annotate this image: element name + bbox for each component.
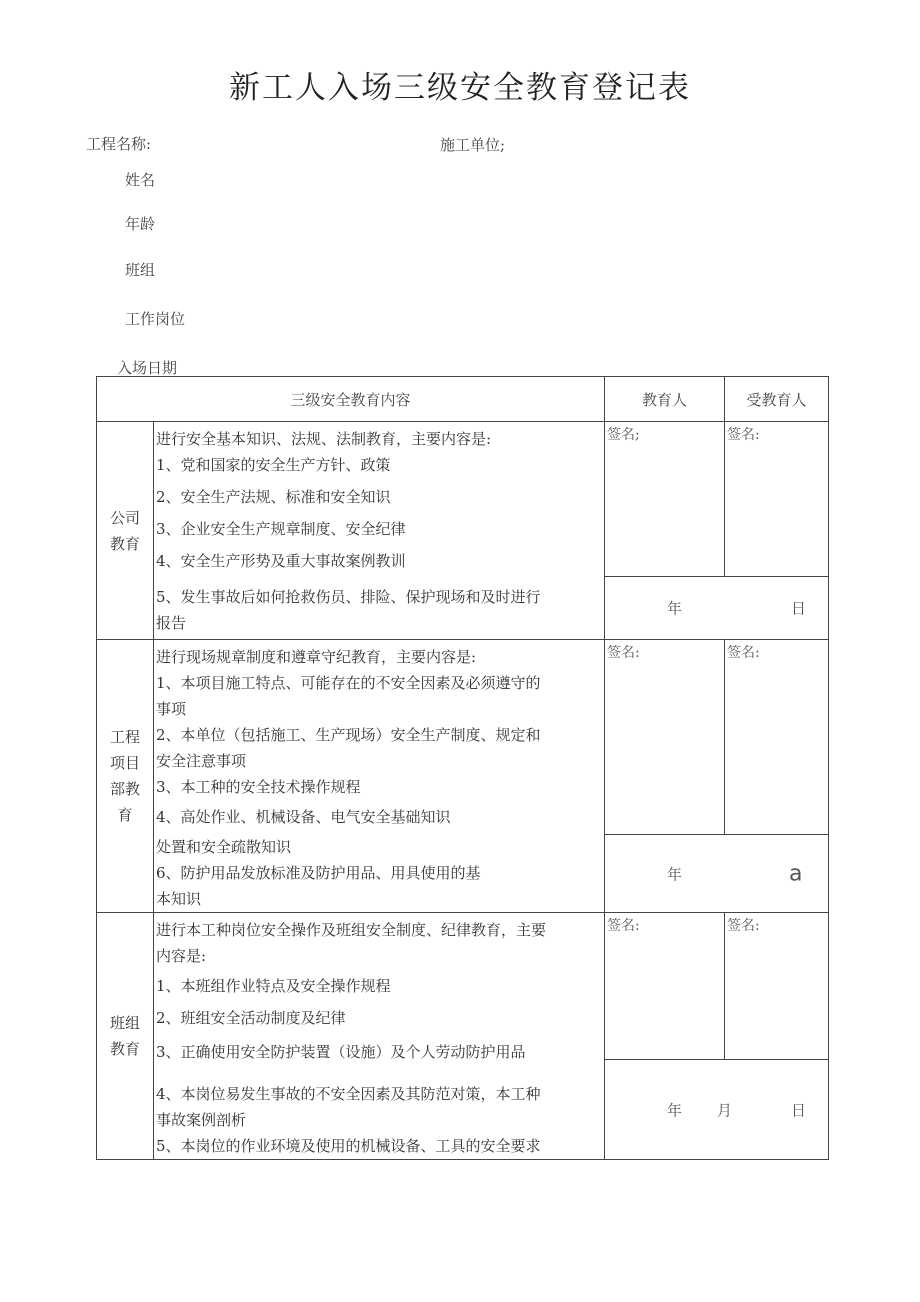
content-line: 3、正确使用安全防护装置（设施）及个人劳动防护用品 [156, 1043, 526, 1061]
team-label: 班组 [125, 261, 156, 279]
section-name-line: 公司 [109, 508, 140, 527]
date-field[interactable] [605, 835, 829, 913]
content-line: 3、本工种的安全技术操作规程 [156, 778, 361, 796]
content-line: 内容是: [156, 947, 207, 965]
section-company-content [154, 422, 605, 640]
contractor-label: 施工单位; [440, 136, 506, 154]
content-line: 2、本单位（包括施工、生产现场）安全生产制度、规定和 [156, 726, 541, 744]
date-month: 月 [717, 1101, 733, 1120]
section-project-row-top [97, 640, 829, 835]
name-label: 姓名 [125, 171, 156, 189]
trainee-signature-field[interactable]: 签名: [725, 640, 829, 835]
content-line: 安全注意事项 [156, 752, 247, 770]
section-team-row-top [97, 913, 829, 1060]
section-team-content [154, 913, 605, 1160]
educator-signature-field[interactable]: 签名; [605, 422, 725, 577]
educator-signature-field[interactable]: 签名: [605, 913, 725, 1060]
section-name-line: 工程 [109, 728, 140, 746]
table-header-row [97, 377, 829, 422]
form-title: 新工人入场三级安全教育登记表 [229, 70, 691, 106]
section-name-line: 部教 [109, 780, 140, 798]
trainee-signature-field[interactable]: 签名: [725, 913, 829, 1060]
content-line: 报告 [156, 614, 187, 632]
section-name-line: 项目 [109, 754, 140, 772]
content-line: 5、本岗位的作业环境及使用的机械设备、工具的安全要求 [156, 1137, 541, 1155]
content-line: 进行现场规章制度和遵章守纪教育，主要内容是: [156, 648, 477, 666]
content-line: 6、防护用品发放标准及防护用品、用具使用的基 [156, 864, 481, 882]
section-name-line: 育 [117, 806, 133, 824]
content-line: 1、党和国家的安全生产方针、政策 [156, 456, 391, 474]
content-line: 处置和安全疏散知识 [156, 838, 292, 856]
date-year: 年 [667, 1101, 683, 1120]
content-line: 本知识 [156, 890, 202, 908]
content-line: 3、企业安全生产规章制度、安全纪律 [156, 520, 406, 538]
post-label: 工作岗位 [125, 310, 186, 328]
date-day: 日 [791, 599, 807, 618]
section-name-line: 教育 [109, 534, 140, 553]
section-name-line: 教育 [109, 1040, 140, 1058]
entry-date-label: 入场日期 [117, 359, 178, 377]
content-line: 1、本班组作业特点及安全操作规程 [156, 977, 391, 995]
header-educator: 教育人 [605, 377, 725, 422]
content-line: 2、安全生产法规、标准和安全知识 [156, 488, 391, 506]
content-line: 4、本岗位易发生事故的不安全因素及其防范对策，本工种 [156, 1085, 541, 1103]
content-line: 事项 [156, 700, 187, 718]
header-content: 三级安全教育内容 [97, 377, 605, 422]
content-line: 4、安全生产形势及重大事故案例教训 [156, 552, 406, 570]
section-project-content [154, 640, 605, 913]
date-year: 年 [667, 865, 683, 884]
content-line: 进行本工种岗位安全操作及班组安全制度、纪律教育，主要 [156, 921, 547, 939]
content-line: 事故案例剖析 [156, 1111, 247, 1129]
education-table [96, 376, 829, 1160]
age-label: 年龄 [125, 215, 156, 233]
section-company-row-top [97, 422, 829, 577]
project-name-label: 工程名称: [86, 135, 152, 153]
date-field[interactable] [605, 577, 829, 640]
section-company-name [97, 422, 154, 640]
content-line: 5、发生事故后如何抢救伤员、排险、保护现场和及时进行 [156, 588, 541, 606]
content-line: 1、本项目施工特点、可能存在的不安全因素及必须遵守的 [156, 674, 541, 692]
section-team-name [97, 913, 154, 1160]
header-trainee: 受教育人 [725, 377, 829, 422]
section-name-line: 班组 [109, 1014, 140, 1032]
date-year: 年 [667, 599, 683, 618]
content-line: 进行安全基本知识、法规、法制教育，主要内容是: [156, 430, 492, 448]
trainee-signature-field[interactable]: 签名: [725, 422, 829, 577]
content-line: 2、班组安全活动制度及纪律 [156, 1009, 346, 1027]
date-day: 日 [791, 1101, 807, 1120]
date-day: a [789, 861, 803, 887]
content-line: 4、高处作业、机械设备、电气安全基础知识 [156, 808, 451, 826]
section-project-name [97, 640, 154, 913]
date-field[interactable] [605, 1060, 829, 1160]
educator-signature-field[interactable]: 签名: [605, 640, 725, 835]
